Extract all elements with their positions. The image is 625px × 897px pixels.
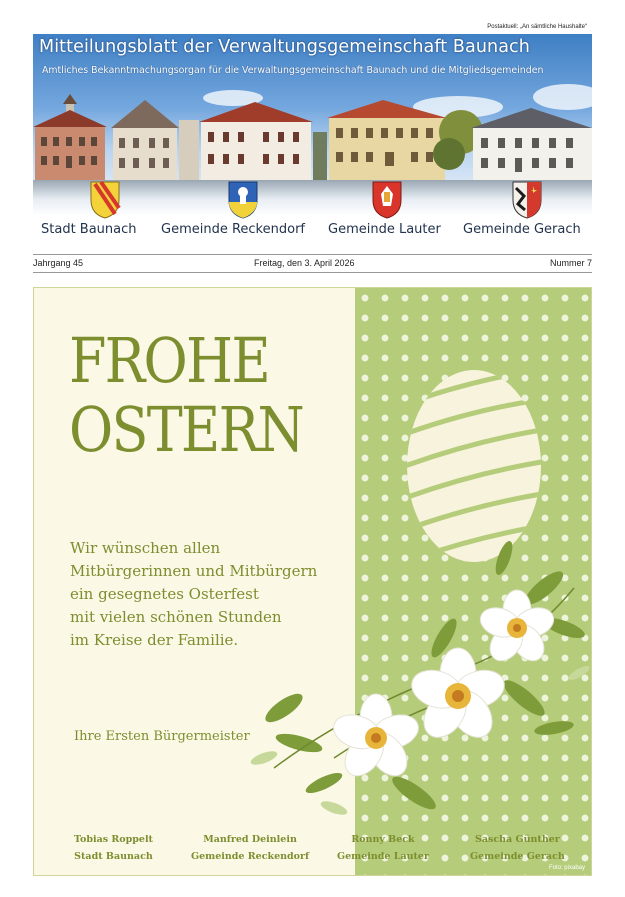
mayor-name: Ronny Beck bbox=[351, 834, 415, 845]
mayor-signature bbox=[191, 831, 309, 865]
masthead-banner bbox=[33, 34, 592, 245]
headline-line-2: OSTERN bbox=[69, 393, 303, 466]
easter-greeting-card bbox=[33, 287, 592, 876]
town-label-reckendorf: Gemeinde Reckendorf bbox=[161, 222, 305, 237]
issue-number: Nummer 7 bbox=[549, 258, 592, 268]
town-label-baunach: Stadt Baunach bbox=[41, 222, 137, 237]
reckendorf-crest-icon bbox=[227, 180, 259, 220]
mayor-name: Tobias Roppelt bbox=[74, 834, 153, 845]
lauter-crest-icon bbox=[371, 180, 403, 220]
mayor-office: Gemeinde Lauter bbox=[337, 851, 429, 862]
divider-top bbox=[33, 254, 592, 255]
postal-note: Postaktuell: „An sämtliche Haushalte“ bbox=[487, 24, 587, 30]
mayor-office: Gemeinde Gerach bbox=[470, 851, 565, 862]
baunach-crest-icon bbox=[89, 180, 121, 220]
message-line: ein gesegnetes Osterfest bbox=[70, 585, 259, 603]
mayor-signature bbox=[74, 831, 153, 865]
headline-line-1: FROHE bbox=[69, 324, 269, 397]
issue-date: Freitag, den 3. April 2026 bbox=[254, 258, 355, 268]
town-label-lauter: Gemeinde Lauter bbox=[328, 222, 441, 237]
divider-bottom bbox=[33, 272, 592, 273]
signoff: Ihre Ersten Bürgermeister bbox=[74, 729, 250, 744]
mayor-name: Sascha Günther bbox=[474, 834, 560, 845]
issue-volume: Jahrgang 45 bbox=[33, 258, 84, 268]
gerach-crest-icon bbox=[511, 180, 543, 220]
photo-credit: Foto: pixabay bbox=[548, 865, 585, 871]
message-line: im Kreise der Familie. bbox=[70, 631, 239, 649]
mayor-name: Manfred Deinlein bbox=[203, 834, 297, 845]
flower-icon bbox=[407, 648, 509, 745]
masthead-title: Mitteilungsblatt der Verwaltungsgemeinschaft Baunach bbox=[39, 37, 530, 57]
town-buildings-photo bbox=[33, 92, 592, 192]
message-line: mit vielen schönen Stunden bbox=[70, 608, 282, 626]
flower-icon bbox=[477, 590, 558, 667]
town-label-gerach: Gemeinde Gerach bbox=[463, 222, 581, 237]
greeting-message bbox=[70, 537, 317, 652]
mayor-office: Gemeinde Reckendorf bbox=[191, 851, 310, 862]
mayor-signature bbox=[470, 831, 565, 865]
mayor-signature bbox=[337, 831, 429, 865]
masthead-subtitle: Amtliches Bekanntmachungsorgan für die Verwaltungsgemeinschaft Baunach und die Mitgliedsgemeinden bbox=[42, 65, 544, 76]
flower-icon bbox=[329, 694, 423, 783]
mayor-office: Stadt Baunach bbox=[74, 851, 153, 862]
message-line: Wir wünschen allen bbox=[70, 539, 221, 557]
headline bbox=[69, 326, 303, 464]
message-line: Mitbürgerinnen und Mitbürgern bbox=[70, 562, 318, 580]
